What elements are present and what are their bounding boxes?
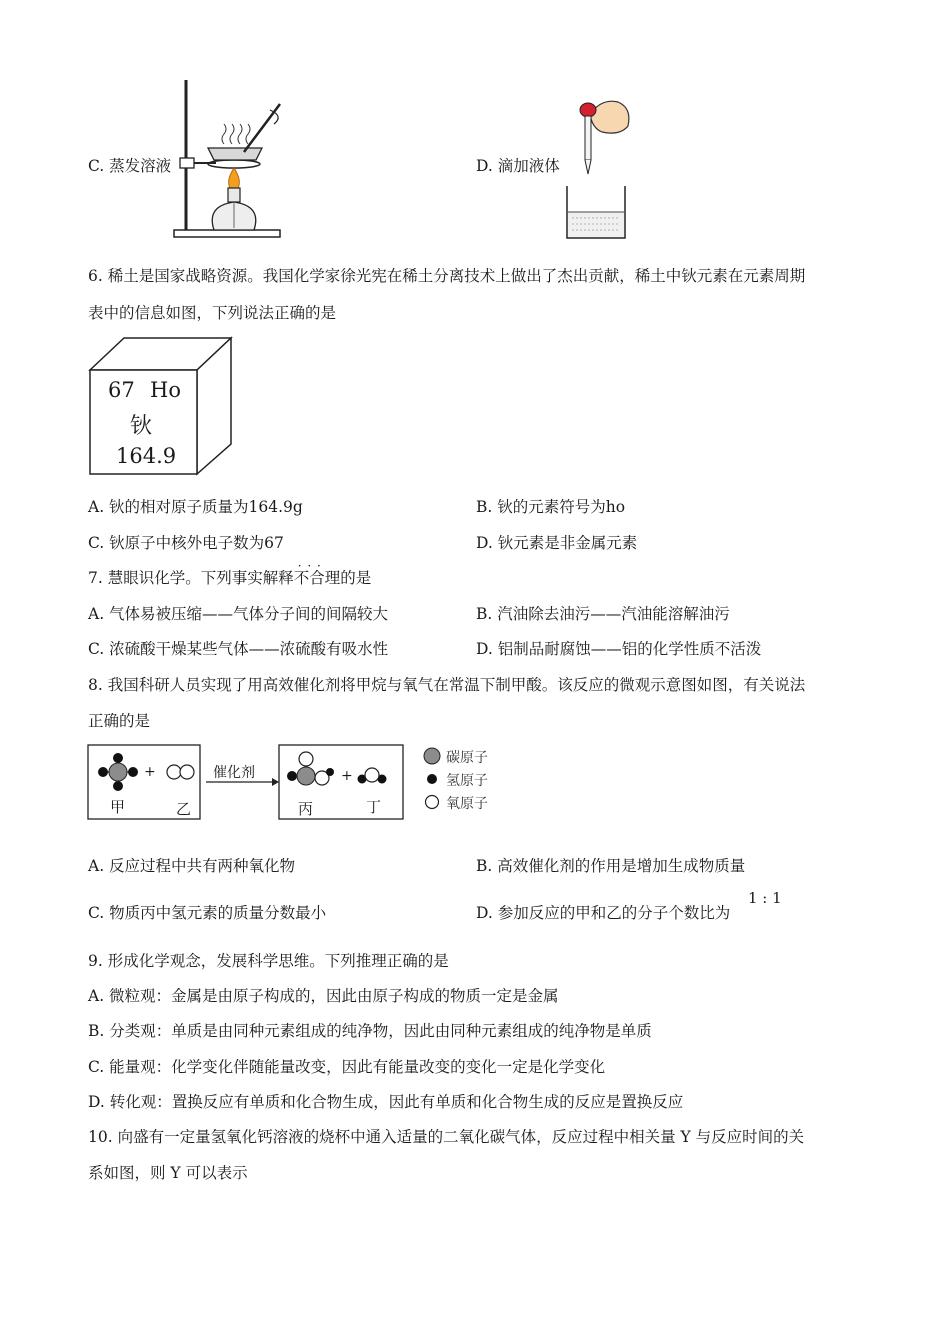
element-name: 钬: [130, 414, 153, 439]
diagram-plus-right: +: [341, 768, 353, 784]
legend-oxygen: 氧原子: [446, 796, 488, 812]
q8-option-a: A. 反应过程中共有两种氧化物: [88, 857, 296, 875]
q7-stem-prefix: 7. 慧眼识化学。下列事实解释: [88, 569, 294, 587]
q6-option-b: B. 钬的元素符号为ho: [476, 498, 626, 516]
q8-option-c: C. 物质丙中氢元素的质量分数最小: [88, 904, 327, 922]
diagram-catalyst-label: 催化剂: [213, 765, 255, 781]
element-mass: 164.9: [116, 444, 177, 468]
q8-stem-line2: 正确的是: [88, 712, 151, 730]
q9-option-b: B. 分类观：单质是由同种元素组成的纯净物，因此由同种元素组成的纯净物是单质: [88, 1022, 652, 1040]
q8-option-d-ratio: 1 : 1: [748, 889, 782, 907]
q7-stem-suffix: 的是: [340, 569, 372, 587]
diagram-label-bing: 丙: [298, 800, 314, 818]
q6-stem-line2: 表中的信息如图，下列说法正确的是: [88, 304, 337, 322]
diagram-label-ding: 丁: [366, 798, 382, 816]
q6-option-a: A. 钬的相对原子质量为164.9g: [88, 498, 303, 516]
q10-stem-line2: 系如图，则 Y 可以表示: [88, 1164, 248, 1182]
q10-stem-line1: 10. 向盛有一定量氢氧化钙溶液的烧杯中通入适量的二氧化碳气体，反应过程中相关量 Y 与反应时间的关: [88, 1128, 805, 1146]
q7-stem-emphasis: · · · 不合理: [294, 569, 341, 587]
q6-stem-line1: 6. 稀土是国家战略资源。我国化学家徐光宪在稀土分离技术上做出了杰出贡献，稀土中钬元素在元素周期: [88, 267, 806, 285]
legend-hydrogen: 氢原子: [446, 773, 488, 789]
q9-option-a: A. 微粒观：金属是由原子构成的，因此由原子构成的物质一定是金属: [88, 987, 559, 1005]
q7-stem: [88, 568, 371, 588]
diagram-label-yi: 乙: [176, 800, 192, 818]
q7-option-c: C. 浓硫酸干燥某些气体——浓硫酸有吸水性: [88, 640, 389, 658]
reaction-micro-diagram: [86, 742, 506, 824]
q8-option-b: B. 高效催化剂的作用是增加生成物质量: [476, 857, 746, 875]
q8-stem-line1: 8. 我国科研人员实现了用高效催化剂将甲烷与氧气在常温下制甲酸。该反应的微观示意图如图，有关说法: [88, 676, 806, 694]
element-symbol: Ho: [150, 378, 181, 402]
dropper-beaker-figure: [562, 96, 634, 242]
q7-option-d: D. 铝制品耐腐蚀——铝的化学性质不活泼: [476, 640, 762, 658]
diagram-label-jia: 甲: [110, 798, 126, 816]
q5-option-d: D. 滴加液体: [476, 157, 560, 175]
diagram-plus-left: +: [144, 764, 156, 780]
q9-option-c: C. 能量观：化学变化伴随能量改变，因此有能量改变的变化一定是化学变化: [88, 1058, 606, 1076]
q6-option-c: C. 钬原子中核外电子数为67: [88, 534, 284, 552]
evaporation-apparatus-figure: [170, 78, 285, 242]
q8-option-d: D. 参加反应的甲和乙的分子个数比为: [476, 904, 731, 922]
q6-option-d: D. 钬元素是非金属元素: [476, 534, 638, 552]
q5-option-c: C. 蒸发溶液: [88, 157, 172, 175]
q7-option-a: A. 气体易被压缩——气体分子间的间隔较大: [88, 605, 389, 623]
element-atomic-number: 67: [108, 378, 135, 402]
q9-option-d: D. 转化观：置换反应有单质和化合物生成，因此有单质和化合物生成的反应是置换反应: [88, 1093, 684, 1111]
legend-carbon: 碳原子: [446, 750, 488, 766]
q9-stem: 9. 形成化学观念，发展科学思维。下列推理正确的是: [88, 952, 449, 970]
q7-option-b: B. 汽油除去油污——汽油能溶解油污: [476, 605, 730, 623]
